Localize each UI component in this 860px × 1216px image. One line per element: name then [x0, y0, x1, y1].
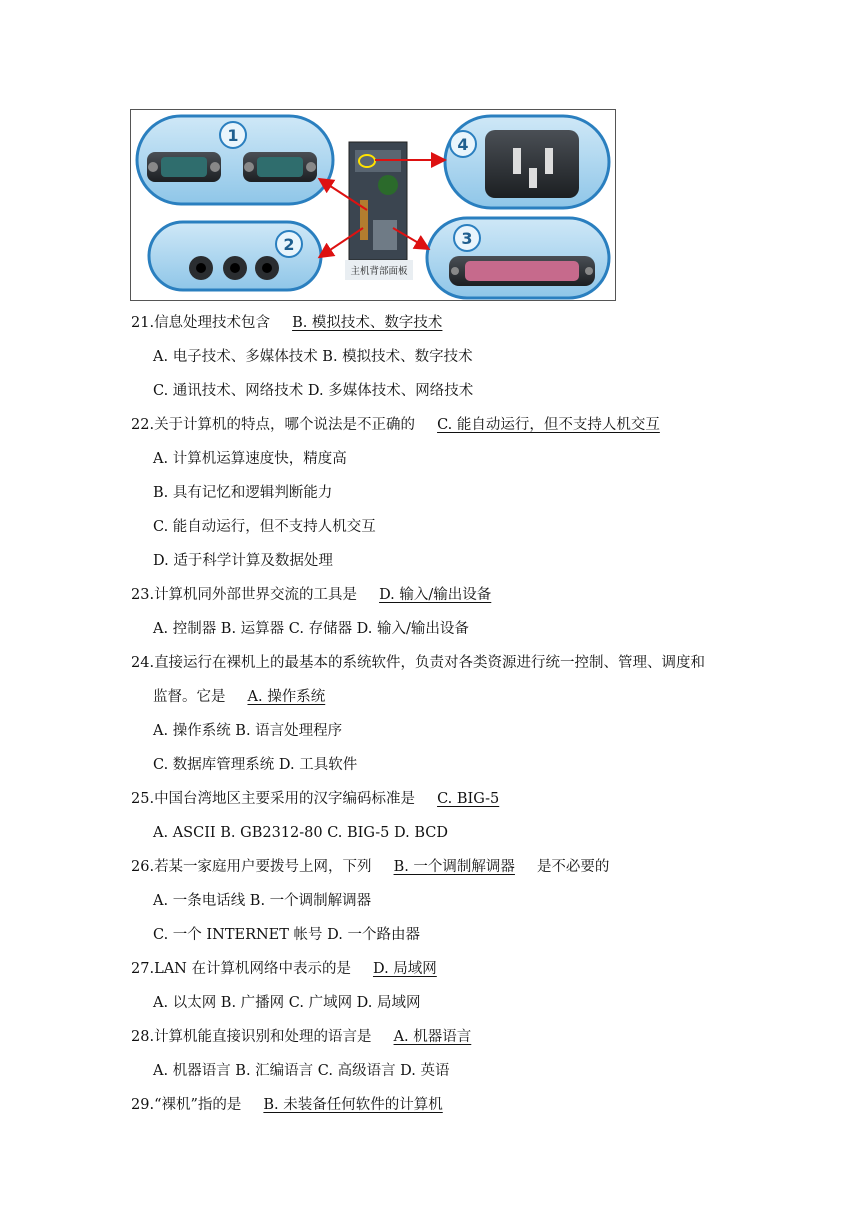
question-text: 关于计算机的特点，哪个说法是不正确的: [154, 417, 416, 433]
question-text: 计算机同外部世界交流的工具是: [154, 587, 358, 603]
headphone-jack-icon: [189, 256, 213, 280]
question-21: [131, 306, 781, 340]
answer-blank: B. 一个调制解调器: [393, 859, 515, 875]
question-text: “裸机”指的是: [154, 1097, 242, 1113]
figure-caption: 主机背部面板: [350, 266, 408, 277]
question-23: [131, 578, 781, 612]
option-line: A. 操作系统 B. 语言处理程序: [153, 723, 343, 739]
audio-jacks-panel: [149, 222, 321, 290]
power-socket-panel: [445, 116, 609, 208]
question-text: 中国台湾地区主要采用的汉字编码标准是: [154, 791, 416, 807]
question-text: 若某一家庭用户要拨号上网，下列: [154, 859, 372, 875]
microphone-jack-icon: [255, 256, 279, 280]
question-number: 22.: [131, 417, 155, 433]
option-line: B. 具有记忆和逻辑判断能力: [153, 485, 333, 501]
computer-tower: [345, 142, 413, 280]
question-text: 直接运行在裸机上的最基本的系统软件，负责对各类资源进行统一控制、管理、调度和: [154, 655, 706, 671]
question-29: [131, 1088, 781, 1122]
answer-blank: A. 操作系统: [247, 689, 326, 705]
option-line: C. 数据库管理系统 D. 工具软件: [153, 757, 358, 773]
serial-ports-panel: [137, 116, 333, 204]
option-line: A. 控制器 B. 运算器 C. 存储器 D. 输入/输出设备: [153, 621, 469, 637]
option-line: D. 适于科学计算及数据处理: [153, 553, 333, 569]
option-line: A. 一条电话线 B. 一个调制解调器: [153, 893, 372, 909]
answer-blank: B. 未装备任何软件的计算机: [263, 1097, 443, 1113]
question-list: [131, 306, 781, 1122]
marker-1: 1: [227, 126, 239, 145]
question-text: LAN 在计算机网络中表示的是: [154, 961, 351, 977]
answer-blank: D. 输入/输出设备: [379, 587, 492, 603]
parallel-port-panel: [427, 218, 609, 298]
parallel-port-icon: [449, 256, 595, 286]
option-line: A. 以太网 B. 广播网 C. 广域网 D. 局域网: [153, 995, 421, 1011]
question-text: 计算机能直接识别和处理的语言是: [154, 1029, 372, 1045]
question-number: 29.: [131, 1097, 155, 1113]
marker-3: 3: [461, 229, 473, 248]
option-line: A. 电子技术、多媒体技术 B. 模拟技术、数字技术: [153, 349, 473, 365]
port-diagram-figure: [130, 109, 616, 301]
question-number: 27.: [131, 961, 155, 977]
question-number: 25.: [131, 791, 155, 807]
answer-blank: C. BIG-5: [437, 791, 500, 807]
question-number: 26.: [131, 859, 155, 875]
power-socket-icon: [485, 130, 579, 198]
marker-2: 2: [283, 235, 295, 254]
serial-port-icon: [147, 152, 221, 182]
serial-port-icon: [243, 152, 317, 182]
marker-4: 4: [457, 135, 469, 154]
question-25: [131, 782, 781, 816]
question-27: [131, 952, 781, 986]
question-number: 28.: [131, 1029, 155, 1045]
option-line: C. 能自动运行，但不支持人机交互: [153, 519, 376, 535]
answer-blank: C. 能自动运行，但不支持人机交互: [437, 417, 660, 433]
question-22: [131, 408, 781, 442]
question-28: [131, 1020, 781, 1054]
question-number: 21.: [131, 315, 155, 331]
line-in-jack-icon: [223, 256, 247, 280]
question-text-tail: 是不必要的: [536, 859, 610, 875]
question-24: [131, 646, 781, 680]
question-number: 23.: [131, 587, 155, 603]
answer-blank: A. 机器语言: [393, 1029, 472, 1045]
answer-blank: B. 模拟技术、数字技术: [292, 315, 443, 331]
port-diagram: [131, 110, 615, 300]
question-26: [131, 850, 781, 884]
question-text: 监督。它是: [153, 689, 226, 705]
option-line: A. ASCII B. GB2312-80 C. BIG-5 D. BCD: [153, 825, 448, 841]
option-line: A. 计算机运算速度快，精度高: [153, 451, 347, 467]
question-text: 信息处理技术包含: [154, 315, 271, 331]
option-line: C. 通讯技术、网络技术 D. 多媒体技术、网络技术: [153, 383, 474, 399]
option-line: C. 一个 INTERNET 帐号 D. 一个路由器: [153, 927, 420, 943]
answer-blank: D. 局域网: [372, 961, 437, 977]
question-continuation: [131, 680, 781, 714]
question-number: 24.: [131, 655, 155, 671]
option-line: A. 机器语言 B. 汇编语言 C. 高级语言 D. 英语: [153, 1063, 450, 1079]
